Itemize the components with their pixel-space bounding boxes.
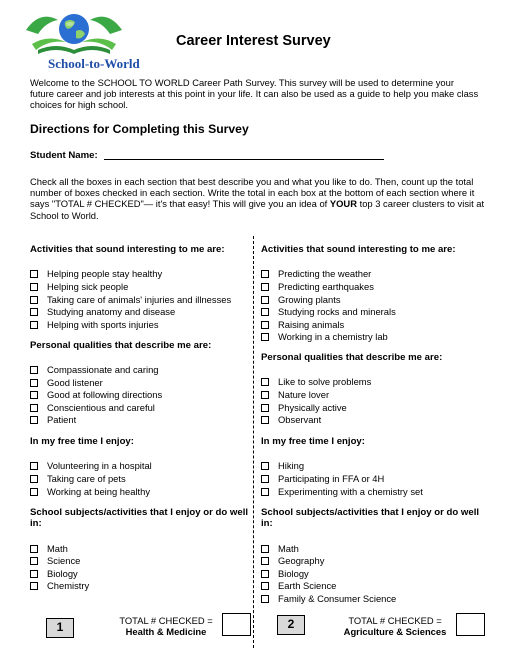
cluster-number-badge: 1 (46, 618, 74, 638)
instructions-text-2: top 3 career clusters to visit at School to World. (30, 198, 485, 221)
checkbox-item[interactable]: Predicting the weather (261, 268, 371, 279)
checkbox-item[interactable]: Nature lover (261, 389, 329, 400)
checkbox[interactable] (261, 488, 269, 496)
checkbox[interactable] (261, 308, 269, 316)
checkbox[interactable] (261, 391, 269, 399)
checkbox[interactable] (261, 270, 269, 278)
checkbox[interactable] (261, 378, 269, 386)
logo-text: School-to-World (48, 56, 140, 71)
checkbox[interactable] (30, 557, 38, 565)
section-heading-activities: Activities that sound interesting to me are: (30, 244, 225, 255)
section-heading-qualities: Personal qualities that describe me are: (30, 340, 212, 351)
checkbox-item[interactable]: Taking care of animals' injuries and illnesses (30, 294, 231, 305)
checkbox-item[interactable]: Predicting earthquakes (261, 281, 374, 292)
checkbox[interactable] (261, 296, 269, 304)
checkbox-item[interactable]: Science (30, 555, 80, 566)
checkbox-item[interactable]: Hiking (261, 460, 304, 471)
checkbox[interactable] (261, 416, 269, 424)
student-name-field[interactable] (104, 159, 384, 160)
checkbox[interactable] (30, 321, 38, 329)
checkbox-item[interactable]: Family & Consumer Science (261, 593, 396, 604)
checkbox-item[interactable]: Observant (261, 414, 321, 425)
globe-book-icon (18, 4, 130, 60)
page-title: Career Interest Survey (176, 33, 331, 49)
instructions-emphasis: YOUR (329, 198, 357, 210)
checkbox-item[interactable]: Experimenting with a chemistry set (261, 486, 423, 497)
total-checked-input[interactable] (456, 613, 485, 636)
checkbox-item[interactable]: Conscientious and careful (30, 402, 155, 413)
school-to-world-logo (18, 4, 140, 74)
checkbox[interactable] (261, 321, 269, 329)
cluster-name: Health & Medicine (125, 626, 207, 637)
cluster-name: Agriculture & Sciences (343, 626, 447, 637)
section-heading-free-time: In my free time I enjoy: (261, 436, 365, 447)
section-heading-activities: Activities that sound interesting to me are: (261, 244, 456, 255)
checkbox-item[interactable]: Participating in FFA or 4H (261, 473, 384, 484)
section-heading-subjects: School subjects/activities that I enjoy or do well in: (30, 507, 249, 529)
checkbox-item[interactable]: Raising animals (261, 319, 344, 330)
checkbox-item[interactable]: Earth Science (261, 580, 336, 591)
checkbox[interactable] (30, 416, 38, 424)
checkbox[interactable] (30, 475, 38, 483)
checkbox[interactable] (30, 582, 38, 590)
checkbox-item[interactable]: Compassionate and caring (30, 364, 159, 375)
checkbox[interactable] (261, 582, 269, 590)
column-divider (253, 236, 254, 648)
intro-paragraph: Welcome to the SCHOOL TO WORLD Career Path Survey. This survey will be used to determine your future career and job interests at this point in your life. It can also be used as a guide to help you make class choices for high school. (30, 77, 479, 111)
checkbox[interactable] (30, 283, 38, 291)
checkbox[interactable] (261, 557, 269, 565)
section-heading-free-time: In my free time I enjoy: (30, 436, 134, 447)
checkbox-item[interactable]: Studying anatomy and disease (30, 306, 175, 317)
checkbox[interactable] (30, 545, 38, 553)
checkbox-item[interactable]: Math (30, 543, 68, 554)
section-heading-qualities: Personal qualities that describe me are: (261, 352, 443, 363)
checkbox[interactable] (30, 404, 38, 412)
checkbox[interactable] (30, 570, 38, 578)
checkbox[interactable] (261, 570, 269, 578)
checkbox[interactable] (30, 391, 38, 399)
checkbox[interactable] (30, 296, 38, 304)
checkbox[interactable] (30, 379, 38, 387)
checkbox[interactable] (261, 545, 269, 553)
checkbox-item[interactable]: Volunteering in a hospital (30, 460, 152, 471)
checkbox[interactable] (30, 488, 38, 496)
cluster-number-badge: 2 (277, 615, 305, 635)
checkbox-item[interactable]: Biology (261, 568, 309, 579)
checkbox-item[interactable]: Physically active (261, 402, 347, 413)
checkbox-item[interactable]: Working at being healthy (30, 486, 150, 497)
instructions-text-1: Check all the boxes in each section that best describe you and what you like to do. Then, count up the total number of boxes checked in each section. Write the total in each box at the bottom of each section where it says "TOTAL # CHECKED"— it's that easy! This will give you an idea of (30, 176, 475, 210)
checkbox[interactable] (261, 404, 269, 412)
section-heading-subjects: School subjects/activities that I enjoy or do well in: (261, 507, 480, 529)
checkbox[interactable] (261, 283, 269, 291)
instructions-paragraph (30, 176, 485, 221)
checkbox-item[interactable]: Math (261, 543, 299, 554)
checkbox[interactable] (30, 366, 38, 374)
checkbox-item[interactable]: Good at following directions (30, 389, 162, 400)
checkbox[interactable] (261, 462, 269, 470)
student-name-label: Student Name: (30, 150, 98, 161)
checkbox[interactable] (261, 333, 269, 341)
checkbox[interactable] (30, 270, 38, 278)
checkbox-item[interactable]: Helping with sports injuries (30, 319, 159, 330)
checkbox[interactable] (30, 462, 38, 470)
checkbox-item[interactable]: Helping sick people (30, 281, 128, 292)
checkbox-item[interactable]: Patient (30, 414, 76, 425)
checkbox-item[interactable]: Studying rocks and minerals (261, 306, 396, 317)
checkbox-item[interactable]: Like to solve problems (261, 376, 371, 387)
total-checked-label: TOTAL # CHECKED = Health & Medicine (119, 615, 213, 637)
checkbox-item[interactable]: Growing plants (261, 294, 341, 305)
checkbox[interactable] (261, 475, 269, 483)
checkbox-item[interactable]: Taking care of pets (30, 473, 126, 484)
checkbox[interactable] (30, 308, 38, 316)
checkbox-item[interactable]: Geography (261, 555, 324, 566)
total-checked-input[interactable] (222, 613, 251, 636)
directions-heading: Directions for Completing this Survey (30, 122, 249, 136)
checkbox[interactable] (261, 595, 269, 603)
checkbox-item[interactable]: Good listener (30, 377, 103, 388)
total-checked-label: TOTAL # CHECKED = Agriculture & Sciences (343, 615, 447, 637)
checkbox-item[interactable]: Helping people stay healthy (30, 268, 162, 279)
checkbox-item[interactable]: Working in a chemistry lab (261, 331, 388, 342)
checkbox-item[interactable]: Biology (30, 568, 78, 579)
checkbox-item[interactable]: Chemistry (30, 580, 89, 591)
